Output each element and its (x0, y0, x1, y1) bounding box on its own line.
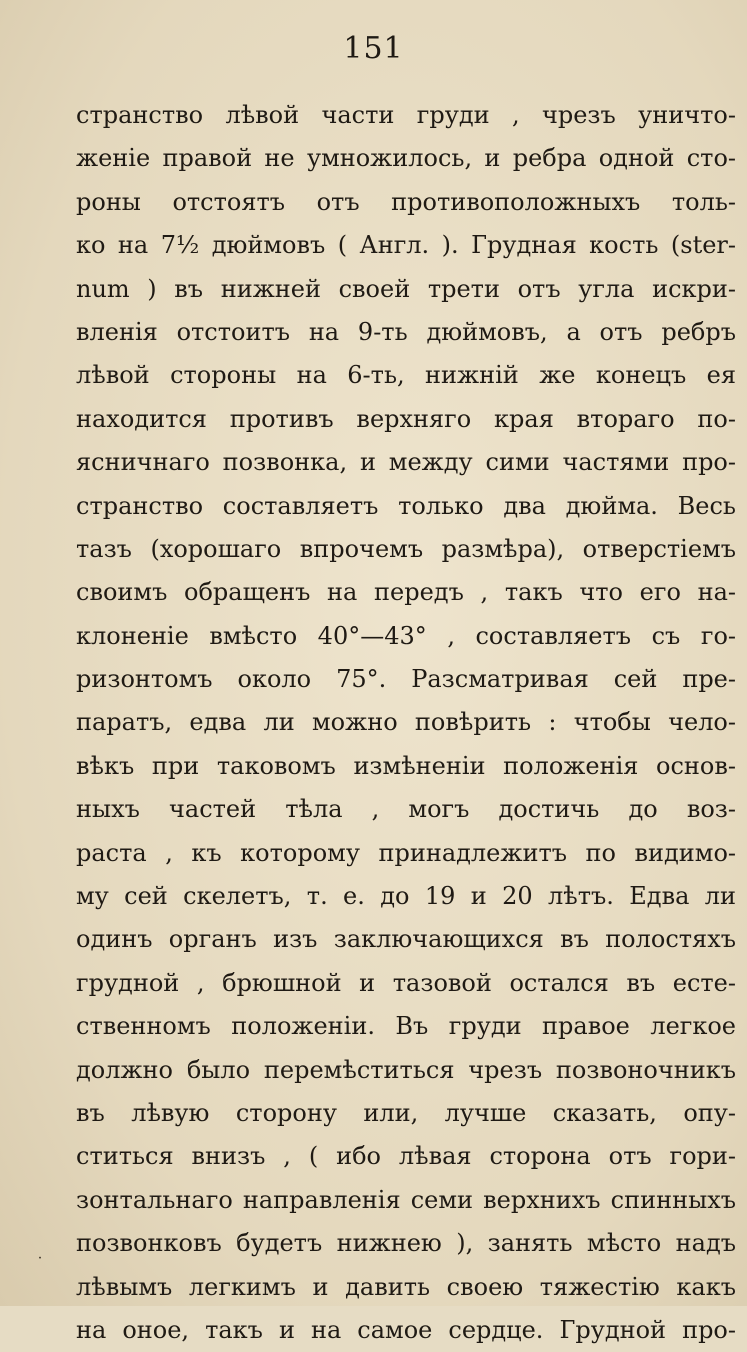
text-line: тазъ (хорошаго впрочемъ размѣра), отверстіемъ (76, 534, 736, 563)
text-line: вѣкъ при таковомъ измѣненіи положенія основ- (76, 751, 736, 780)
text-line: клоненіе вмѣсто 40°—43° , составляетъ съ го- (76, 621, 736, 650)
text-line: зонтальнаго направленія семи верхнихъ спинныхъ (76, 1185, 736, 1214)
body-text (76, 94, 736, 1352)
text-line: ныхъ частей тѣла , могъ достичь до воз- (76, 795, 736, 824)
text-line: одинъ органъ изъ заключающихся въ полостяхъ (76, 925, 736, 954)
text-line: паратъ, едва ли можно повѣрить : чтобы чело- (76, 708, 736, 737)
text-line: ститься внизъ , ( ибо лѣвая сторона отъ гори- (76, 1142, 736, 1171)
text-line: странство лѣвой части груди , чрезъ уничто- (76, 101, 736, 129)
text-line: лѣвой стороны на 6-ть, нижній же конецъ ея (76, 361, 736, 390)
text-line: грудной , брюшной и тазовой остался въ есте- (76, 968, 736, 997)
text-line: вленія отстоитъ на 9-ть дюймовъ, а отъ ребръ (76, 317, 736, 346)
text-line: му сей скелетъ, т. е. до 19 и 20 лѣтъ. Едва ли (76, 882, 736, 911)
text-line: ризонтомъ около 75°. Разсматривая сей пре- (76, 665, 736, 694)
text-line: роны отстоятъ отъ противоположныхъ толь- (76, 187, 736, 216)
text-line: женіе правой не умножилось, и ребра одной сто- (76, 144, 736, 173)
text-line: раста , къ которому принадлежитъ по видимо- (76, 838, 736, 867)
ink-speck: ˙ (36, 1254, 44, 1273)
text-line: ясничнаго позвонка, и между сими частями про- (76, 448, 736, 477)
text-line: ственномъ положеніи. Въ груди правое легкое (76, 1012, 736, 1041)
text-line: num ) въ нижней своей трети отъ угла искри- (76, 274, 736, 303)
text-line: на оное, такъ и на самое сердце. Грудной про- (76, 1315, 736, 1344)
text-line: должно было перемѣститься чрезъ позвоночникъ (76, 1055, 736, 1084)
text-line: ко на 7½ дюймовъ ( Англ. ). Грудная кость (ster- (76, 231, 736, 260)
text-line: лѣвымъ легкимъ и давить своею тяжестію какъ (76, 1272, 736, 1301)
text-line: своимъ обращенъ на передъ , такъ что его на- (76, 578, 736, 607)
text-line: находится противъ верхняго края втораго по- (76, 404, 736, 433)
page-number: 151 (343, 31, 404, 66)
text-line: странство составляетъ только два дюйма. Весь (76, 491, 736, 520)
text-line: въ лѣвую сторону или, лучше сказать, опу- (76, 1098, 736, 1127)
text-line: позвонковъ будетъ нижнею ), занять мѣсто надъ (76, 1229, 736, 1258)
